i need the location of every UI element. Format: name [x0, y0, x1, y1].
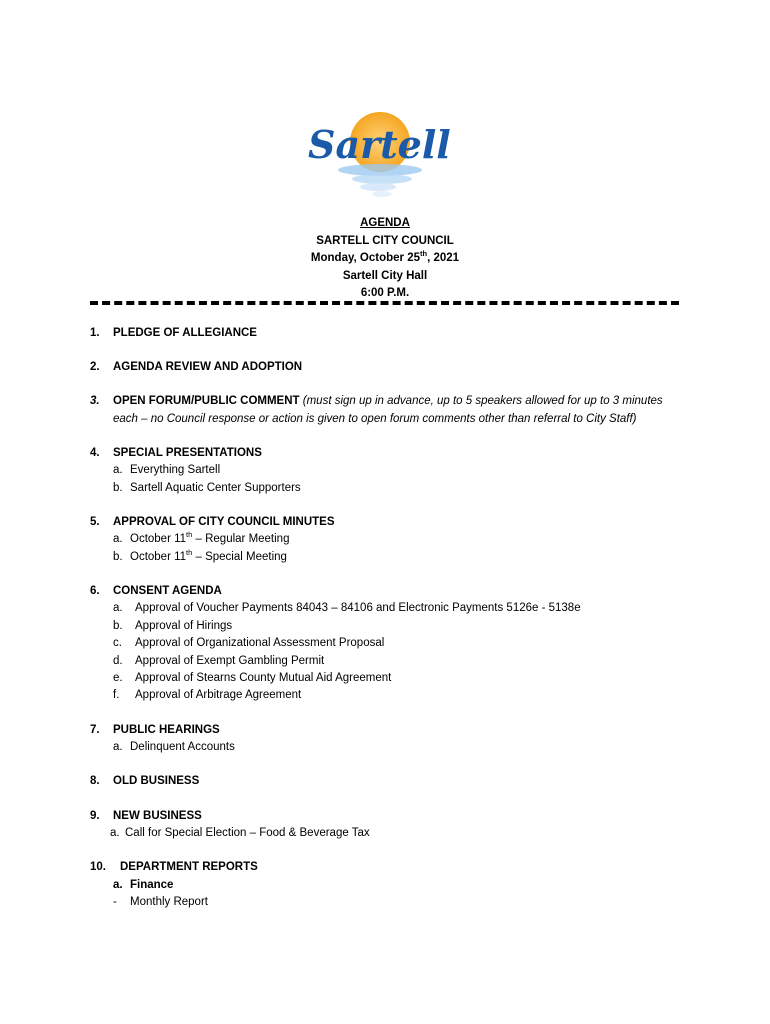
logo-text: Sartell [308, 122, 451, 167]
list-item: a. Everything Sartell [113, 464, 221, 477]
agenda-items [90, 325, 690, 928]
list-item: b. Sartell Aquatic Center Supporters [113, 481, 301, 494]
agenda-item: 2. AGENDA REVIEW AND ADOPTION [90, 361, 303, 374]
list-item: - Monthly Report [113, 895, 208, 908]
list-item: e. Approval of Stearns County Mutual Aid Agreement [113, 672, 392, 685]
list-item: b. October 11th – Special Meeting [113, 548, 287, 563]
list-item: a. Call for Special Election – Food & Beverage Tax [110, 826, 370, 839]
list-item: a. Approval of Voucher Payments 84043 – 84106 and Electronic Payments 5126e - 5138e [113, 602, 581, 615]
agenda-item: 9. NEW BUSINESS a. Call for Special Election – Food & Beverage Tax [90, 808, 690, 843]
agenda-item: 10. DEPARTMENT REPORTS a. Finance - Monthly Report [90, 859, 690, 911]
list-item: c. Approval of Organizational Assessment Proposal [113, 637, 385, 650]
agenda-item: 8. OLD BUSINESS [90, 775, 200, 788]
meeting-date: Monday, October 25th, 2021 [310, 249, 460, 264]
dashed-divider [90, 301, 679, 305]
agenda-item: 5. APPROVAL OF CITY COUNCIL MINUTES a. October 11th – Regular Meeting b. October 11th – Special Meeting [90, 514, 690, 566]
agenda-item: 3. OPEN FORUM/PUBLIC COMMENT (must sign up in advance, up to 5 speakers allowed for up to 3 minutes each – no Council response or action is given to open forum comments other than referral to City Staff) [90, 395, 663, 425]
list-item: a. October 11th – Regular Meeting [113, 530, 290, 546]
agenda-item: 1. PLEDGE OF ALLEGIANCE [90, 327, 257, 339]
agenda-title: AGENDA [360, 217, 410, 229]
agenda-item: 7. PUBLIC HEARINGS a. Delinquent Accounts [90, 722, 690, 757]
council-name: SARTELL CITY COUNCIL [316, 234, 454, 247]
list-item: a. Finance [113, 878, 174, 891]
agenda-item: 4. SPECIAL PRESENTATIONS a. Everything Sartell b. Sartell Aquatic Center Supporters [90, 445, 690, 497]
meeting-location: Sartell City Hall [342, 269, 428, 282]
list-item: d. Approval of Exempt Gambling Permit [113, 654, 325, 667]
sartell-logo [298, 108, 470, 204]
meeting-time: 6:00 P.M. [360, 287, 410, 299]
agenda-header [0, 215, 770, 303]
agenda-item: 6. CONSENT AGENDA a. Approval of Voucher Payments 84043 – 84106 and Electronic Payments 5126e - 5138e b. Approval of Hirings c. Approval of Organizational Assessment Proposal d. Approval of Exempt Gambling Permit e. Approval of Stearns County Mutual Aid Agreement f. Approval of Arbitrage Agreement [90, 583, 690, 705]
list-item: a. Delinquent Accounts [113, 741, 235, 754]
list-item: f. Approval of Arbitrage Agreement [113, 689, 302, 702]
list-item: b. Approval of Hirings [113, 619, 233, 632]
